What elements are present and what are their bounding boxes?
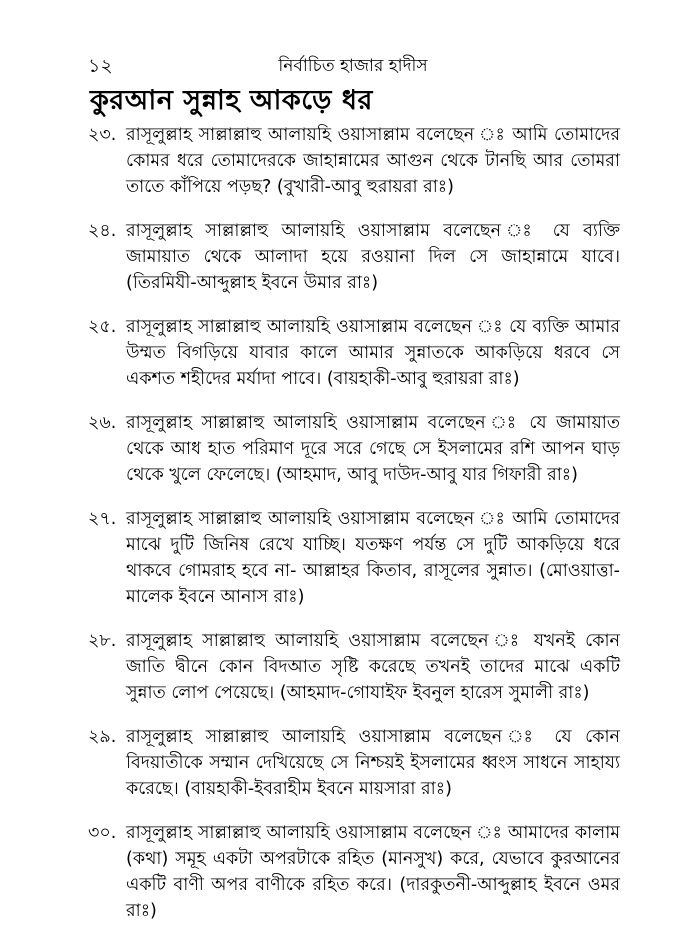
- hadith-text: রাসূলুল্লাহ সাল্লাল্লাহু আলায়হি ওয়াসাল্লাম বলেছেন ঃ যে কোন বিদয়াতীকে সম্মান দেখিয়েছে সে নিশ্চয়ই ইসলামের ধ্বংস সাধনে সাহায্য করেছে। (বায়হাকী-ইবরাহীম ইবনে মায়সারা রাঃ): [126, 727, 620, 799]
- hadith-list: [88, 122, 620, 942]
- hadith-number: ২৯.: [88, 727, 117, 747]
- hadith-text: রাসূলুল্লাহ সাল্লাল্লাহু আলায়হি ওয়াসাল্লাম বলেছেন ঃ যে ব্যক্তি আমার উম্মত বিগড়িয়ে যাবার কালে আমার সুন্নাতকে আকড়িয়ে ধরবে সে একশত শহীদের মর্যাদা পাবে। (বায়হাকী-আবু হুরায়রা রাঃ): [126, 317, 620, 389]
- hadith-item: [88, 724, 620, 802]
- hadith-text: রাসূলুল্লাহ সাল্লাল্লাহু আলায়হি ওয়াসাল্লাম বলেছেন ঃ যে জামায়াত থেকে আধ হাত পরিমাণ দূরে সরে গেছে সে ইসলামের রশি আপন ঘাড় থেকে খুলে ফেলেছে। (আহমাদ, আবু দাউদ-আবু যার গিফারী রাঃ): [126, 413, 620, 485]
- hadith-text: রাসূলুল্লাহ সাল্লাল্লাহু আলায়হি ওয়াসাল্লাম বলেছেন ঃ আমি তোমাদের মাঝে দুটি জিনিষ রেখে যাচ্ছি। যতক্ষণ পর্যন্ত সে দুটি আকড়িয়ে ধরে থাকবে গোমরাহ হবে না- আল্লাহর কিতাব, রাসূলের সুন্নাত। (মোওয়াত্তা-মালেক ইবনে আনাস রাঃ): [126, 509, 620, 607]
- hadith-item: [88, 410, 620, 488]
- hadith-item: [88, 628, 620, 706]
- running-title: নির্বাচিত হাজার হাদীস: [278, 56, 428, 76]
- page-number: ১২: [88, 55, 113, 77]
- hadith-number: ২৮.: [88, 631, 117, 651]
- page-header: [88, 54, 618, 82]
- hadith-item: [88, 122, 620, 200]
- hadith-number: ২৫.: [88, 317, 117, 337]
- hadith-item: [88, 218, 620, 296]
- hadith-number: ২৪.: [88, 221, 117, 241]
- hadith-text: রাসূলুল্লাহ সাল্লাল্লাহু আলায়হি ওয়াসাল্লাম বলেছেন ঃ যে ব্যক্তি জামায়াত থেকে আলাদা হয়ে রওয়ানা দিল সে জাহান্নামে যাবে। (তিরমিযী-আব্দুল্লাহ ইবনে উমার রাঃ): [126, 221, 620, 293]
- hadith-number: ৩০.: [88, 823, 117, 843]
- hadith-item: [88, 820, 620, 924]
- hadith-item: [88, 506, 620, 610]
- hadith-item: [88, 314, 620, 392]
- hadith-text: রাসূলুল্লাহ সাল্লাল্লাহু আলায়হি ওয়াসাল্লাম বলেছেন ঃ আমি তোমাদের কোমর ধরে তোমাদেরকে জাহান্নামের আগুন থেকে টানছি আর তোমরা তাতে কাঁপিয়ে পড়ছ? (বুখারী-আবু হুরায়রা রাঃ): [126, 125, 620, 197]
- hadith-text: রাসূলুল্লাহ সাল্লাল্লাহু আলায়হি ওয়াসাল্লাম বলেছেন ঃ যখনই কোন জাতি দ্বীনে কোন বিদআত সৃষ্টি করেছে তখনই তাদের মাঝে একটি সুন্নাত লোপ পেয়েছে। (আহমাদ-গোযাইফ ইবনুল হারেস সুমালী রাঃ): [126, 631, 620, 703]
- hadith-number: ২৭.: [88, 509, 117, 529]
- hadith-number: ২৩.: [88, 125, 117, 145]
- hadith-text: রাসূলুল্লাহ সাল্লাল্লাহু আলায়হি ওয়াসাল্লাম বলেছেন ঃ আমাদের কালাম (কথা) সমূহ একটা অপরটাকে রহিত (মানসুখ) করে, যেভাবে কুরআনের একটি বাণী অপর বাণীকে রহিত করে। (দারকুতনী-আব্দুল্লাহ ইবনে ওমর রাঃ): [126, 823, 620, 921]
- section-title: কুরআন সুন্নাহ আকড়ে ধর: [90, 85, 373, 116]
- hadith-number: ২৬.: [88, 413, 117, 433]
